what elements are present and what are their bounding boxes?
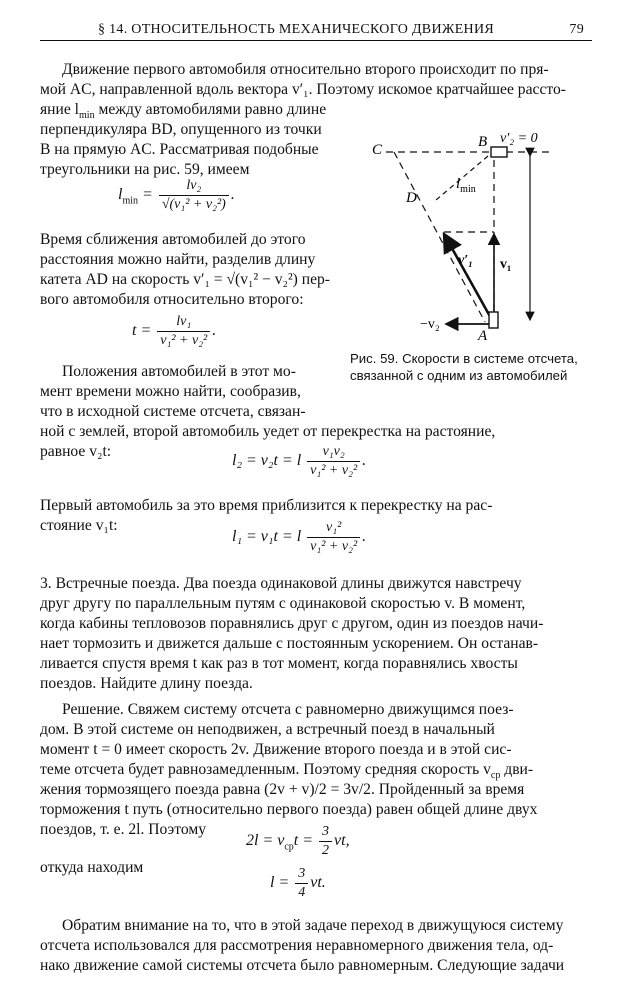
caption-line2: связанной с одним из автомобилей [350, 368, 568, 383]
running-header [40, 18, 592, 41]
equation-l1: l₁ = v₁t = l $\frac{\text{v₁²}}{\text{v₁² + v₂²}}$ . [232, 520, 367, 554]
label-lmin: $l_{min}$ [456, 176, 476, 195]
p8-line3: нако движение самой системы отсчета было равномерным. Следующие задачи [40, 957, 565, 974]
figure-59 [360, 124, 560, 346]
p3-line5: равное v₂t: [40, 443, 112, 460]
car-b [491, 147, 507, 157]
equation-l2: l₂ = v₂t = l $\frac{\text{v₁v₂}}{\text{v₁² + v₂²}}$ . [232, 444, 367, 478]
figure-caption [350, 350, 600, 384]
p1-line5: B на прямую AC. Рассматривая подобные [40, 141, 319, 158]
p6-line6: торможения t путь (относительно первого поезда) равен общей длине двух [40, 801, 538, 818]
p2-line4: вого автомобиля относительно второго: [40, 291, 304, 308]
p1-line1: Движение первого автомобиля относительно второго происходит по пря- [62, 61, 549, 78]
p1-line6: треугольники на рис. 59, имеем [40, 161, 250, 178]
label-d: D [406, 190, 417, 206]
label-b: B [478, 134, 488, 150]
equation-l: l = $\frac{3}{4}$ vt. [270, 866, 326, 900]
equation-lmin: $l_{min}$ = $\frac{\text{lv₂}}{\text{√(v₁² + v₂²)}}$ . [118, 178, 235, 212]
caption-line1: Рис. 59. Скорости в системе отсчета, [350, 351, 578, 366]
p5-line4: нает тормозить и движется дальше с постоянным ускорением. Он останав- [40, 635, 539, 652]
p1-line3: яние $l_{min}$ между автомобилями равно длине [40, 101, 327, 122]
p5-line1: 3. Встречные поезда. Два поезда одинаковой длины движутся навстречу [40, 575, 522, 592]
p3-line1: Положения автомобилей в этот мо- [62, 363, 296, 380]
p3-line2: мент времени можно найти, сообразив, [40, 383, 301, 400]
label-v1-prime: v′₁ [458, 253, 474, 268]
p6-line2: дом. В этой системе он неподвижен, а встречный поезд в начальный [40, 721, 495, 738]
page-number: 79 [569, 22, 584, 37]
p2-line2: расстояния можно найти, разделив длину [40, 251, 316, 268]
p1-line2: мой AC, направленной вдоль вектора v′₁. Поэтому искомое кратчайшее рассто- [40, 81, 566, 98]
vector-v1-prime [444, 234, 492, 320]
car-a [489, 312, 498, 328]
p6-line5: жения тормозящего поезда равна (2v + v)/2 = 3v/2. Пройденный за время [40, 781, 525, 798]
p8-line1: Обратим внимание на то, что в этой задаче переход в движущуюся систему [62, 917, 564, 934]
p6-line7: поездов, т. е. 2l. Поэтому [40, 821, 207, 838]
equation-time: t = $\frac{\text{lv₁}}{\text{v₁² + v₂²}}$ . [132, 314, 217, 348]
label-minus-v2: −v₂ [420, 317, 440, 332]
p7: откуда находим [40, 859, 144, 876]
p8-line2: отсчета использовался для рассмотрения неравномерного движения тела, од- [40, 937, 554, 954]
equation-2l: $2l = v_{ср}t$ = $\frac{3}{2}$ vt, [246, 824, 350, 858]
line-ca-dashed [394, 152, 485, 322]
label-v1: v₁ [500, 257, 512, 272]
p4-line1: Первый автомобиль за это время приблизится к перекрестку на рас- [40, 497, 493, 514]
p3-line3: что в исходной системе отсчета, связан- [40, 403, 306, 420]
label-v2-prime: v′₂ = 0 [500, 131, 538, 146]
p5-line5: ливается спустя время t как раз в тот момент, когда поравнялись хвосты [40, 655, 518, 672]
label-a: A [478, 328, 488, 344]
p1-line4: перпендикуляра BD, опущенного из точки [40, 121, 322, 138]
p6-line4: теме отсчета будет равнозамедленным. Поэтому средняя скорость $v_{ср}$ дви- [40, 761, 534, 782]
p5-line6: поездов. Найдите длину поезда. [40, 675, 253, 692]
p6-line3: момент t = 0 имеет скорость 2v. Движение второго поезда и в этой сис- [40, 741, 512, 758]
p2-line3: катета AD на скорость v′₁ = √(v₁² − v₂²) пер- [40, 271, 330, 288]
header-title: § 14. ОТНОСИТЕЛЬНОСТЬ МЕХАНИЧЕСКОГО ДВИЖЕНИЯ [98, 22, 495, 37]
p6-line1: Решение. Свяжем систему отсчета с равномерно движущимся поез- [62, 701, 514, 718]
p5-line2: друг другу по параллельным путям с одинаковой скоростью v. В момент, [40, 595, 526, 612]
p2-line1: Время сближения автомобилей до этого [40, 231, 306, 248]
p5-line3: когда кабины тепловозов поравнялись друг с другом, один из поездов начи- [40, 615, 544, 632]
p3-line4: ной с землей, второй автомобиль уедет от перекрестка на растояние, [40, 423, 496, 440]
label-c: C [372, 142, 383, 158]
p4-line2: стояние v₁t: [40, 517, 118, 534]
